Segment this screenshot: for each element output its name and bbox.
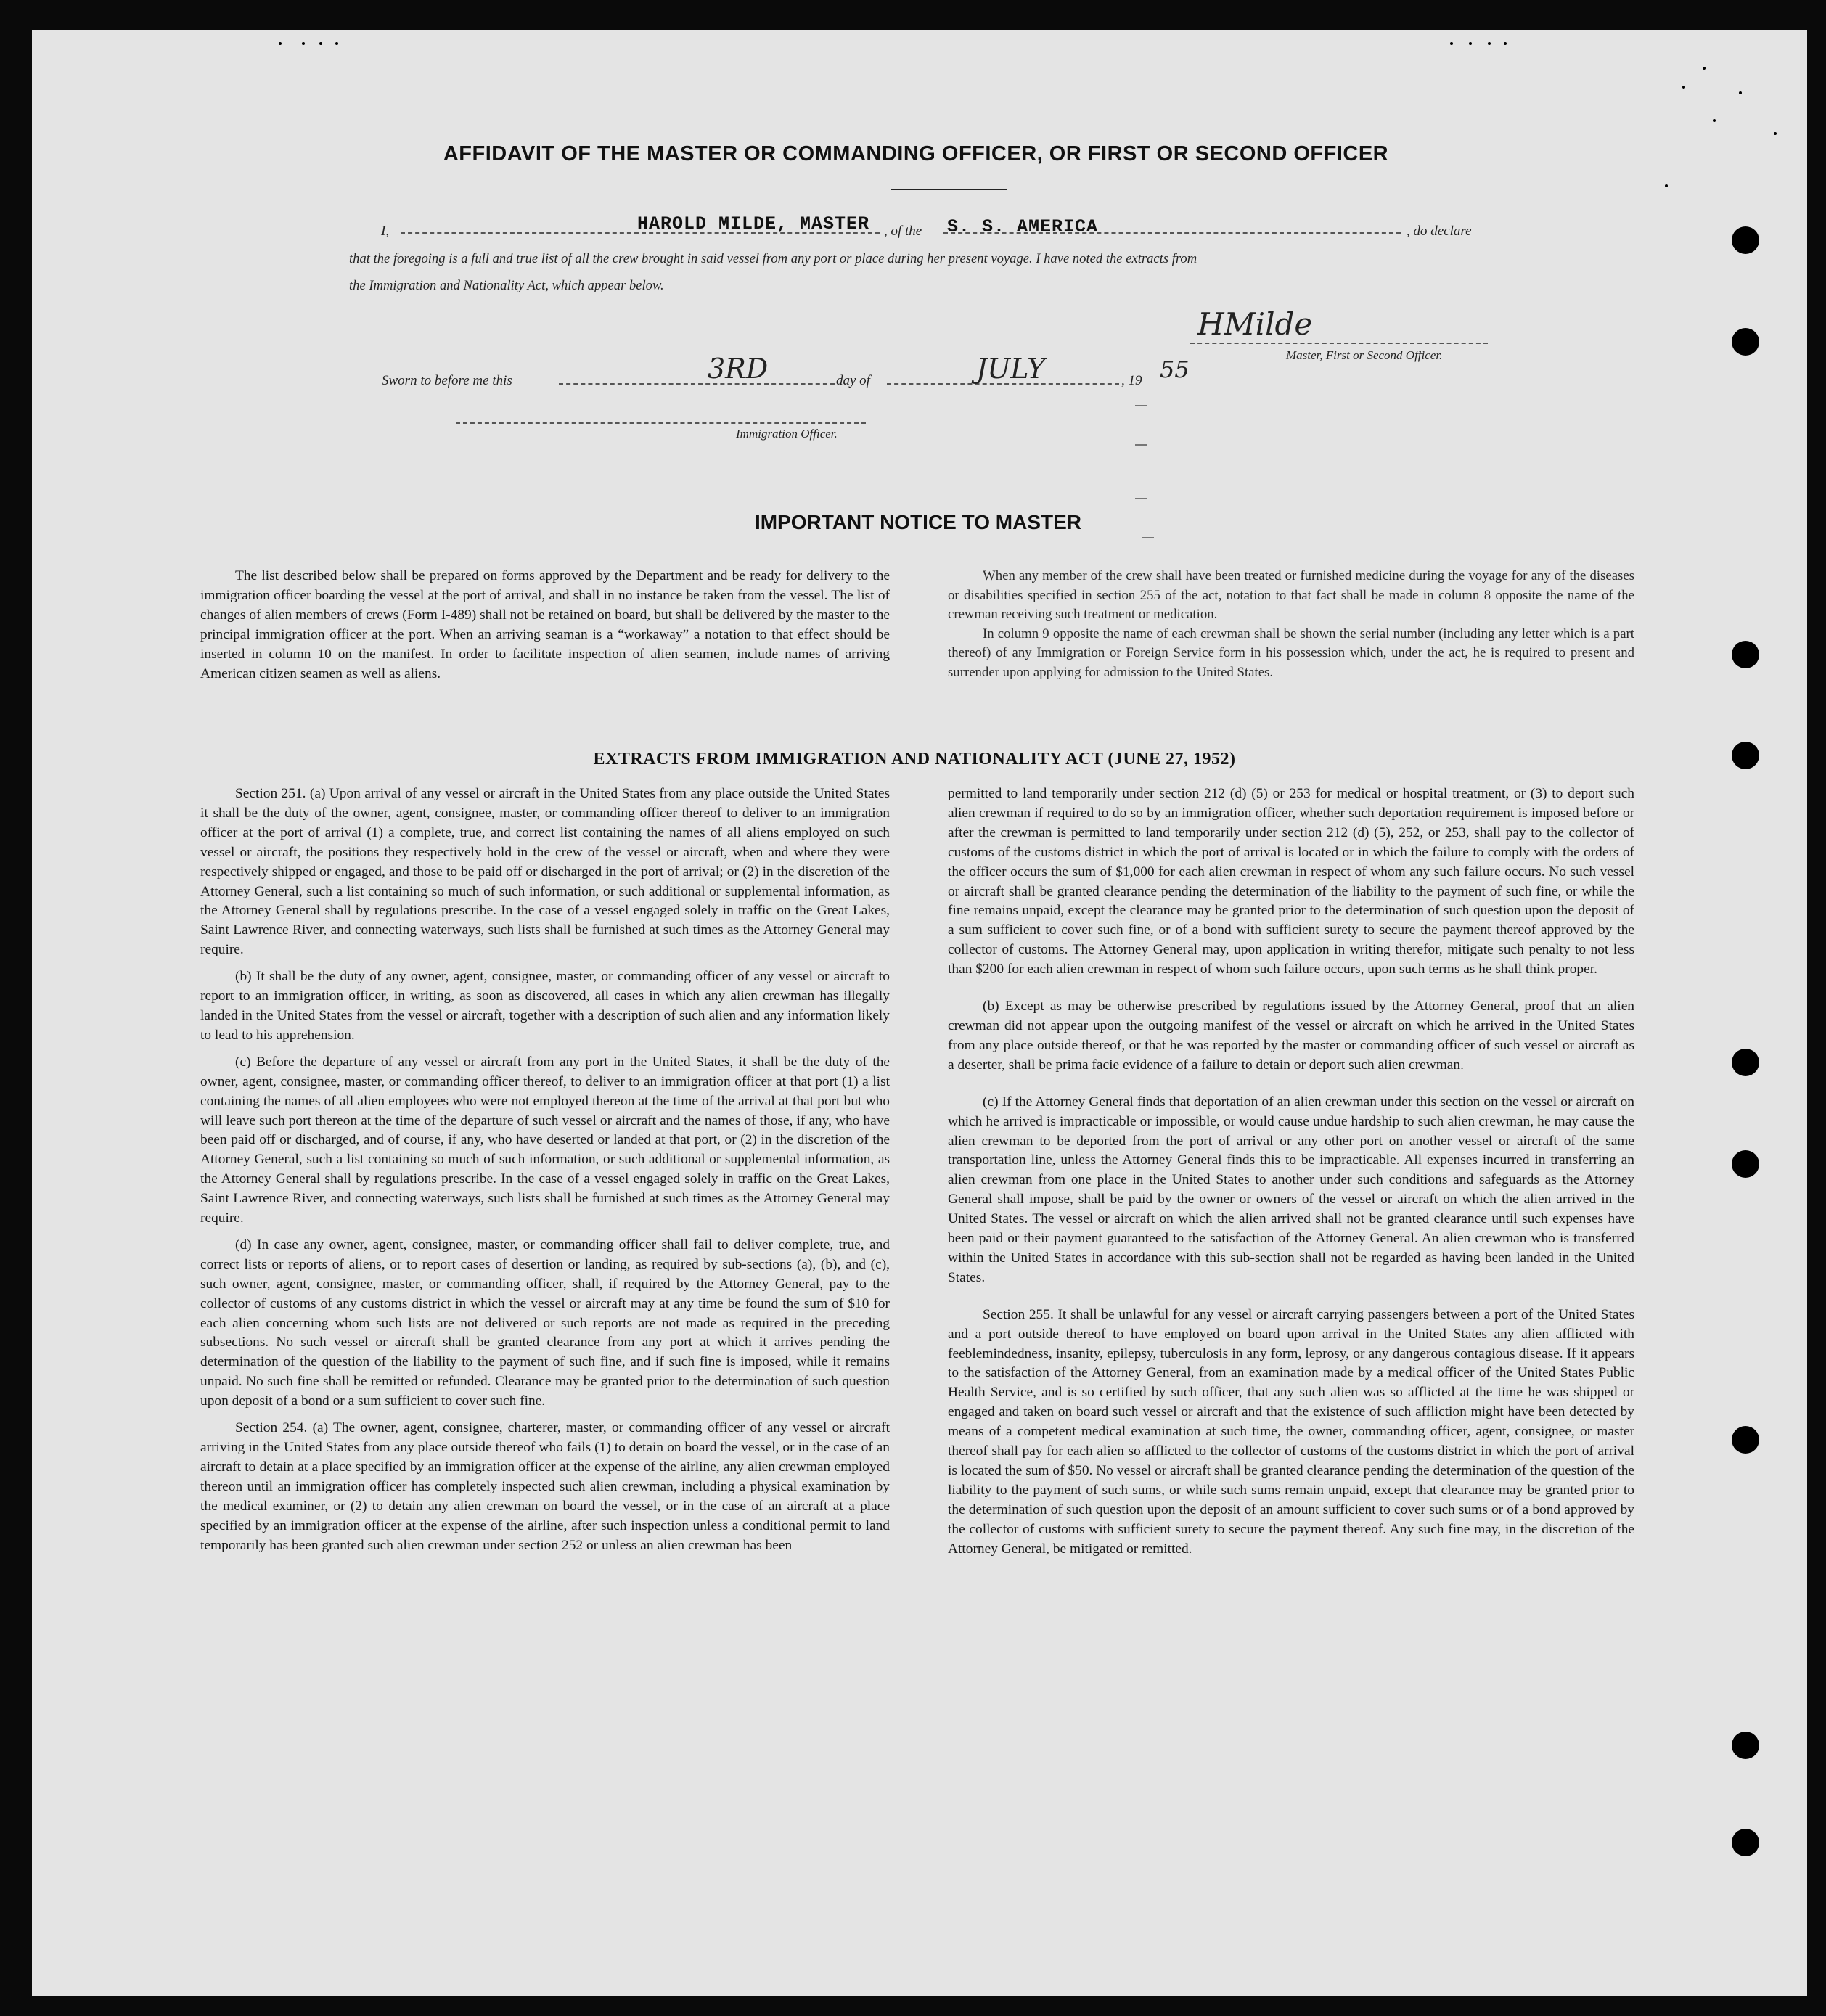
speck [1682, 86, 1685, 89]
vessel-name: S. S. AMERICA [947, 216, 1099, 237]
affidavit-title: AFFIDAVIT OF THE MASTER OR COMMANDING OFFICER, OR FIRST OR SECOND OFFICER [443, 142, 1389, 165]
stray-mark [1135, 444, 1147, 446]
notice-title: IMPORTANT NOTICE TO MASTER [754, 511, 1082, 533]
section-251-d: (d) In case any owner, agent, consignee, master, or commanding officer shall fail to deliver complete, true, and correct lists or reports of aliens, or to report cases of desertion or landing, as required by sub-sections (a), (b), and (c), such owner, agent, consignee, master, or commanding officer, shall, if required by the Attorney General, pay to the collector of customs of any customs district in which the vessel or aircraft may at any time be found the sum of $10 for each alien concerning whom such lists are not delivered or such reports are not made as required in the preceding subsections. No such vessel or aircraft shall be granted clearance from any port at which it arrives pending the determination of the question of the liability to the payment of such fine, and if such fine is imposed, while it remains unpaid. No such fine shall be remitted or refunded. Clearance may be granted prior to the determination of such question upon deposit of a bond or a sum sufficient to cover such fine. [200, 1237, 890, 1409]
punch-hole [1732, 328, 1759, 356]
punch-hole [1732, 1049, 1759, 1076]
master-signature: HMilde [1197, 306, 1313, 342]
year-suffix: 55 [1160, 356, 1190, 383]
speck [1739, 91, 1742, 94]
declaration-line-2: the Immigration and Nationality Act, which appear below. [349, 278, 664, 293]
section-251-c: (c) Before the departure of any vessel or aircraft from any port in the United States, it shall be the duty of the owner, agent, consignee, master, or commanding officer thereof, to deliver to an immigration officer at that port (1) a list containing the names of all alien employees who were not employed thereon at the time of the arrival at that port but who will leave such port thereon at the time of the departure of such vessel or aircraft and the names of those, if any, who have been paid off or discharged, and of course, if any, who have deserted or landed at that port, or (2) in the discretion of the Attorney General, such a list containing so much of such information, or such additional or supplemental information, as the Attorney General shall by regulations prescribe. In the case of a vessel engaged solely in traffic on the Great Lakes, Saint Lawrence River, and connecting waterways, such lists shall be furnished at such times as the Attorney General may require. [200, 1054, 890, 1226]
stray-mark [1135, 405, 1147, 406]
section-254-a-continued: permitted to land temporarily under section 212 (d) (5) or 253 for medical or hospital treatment, or (3) to deport such alien crewman if required to do so by an immigration officer, whether such deportation requirement is imposed before or after the crewman is permitted to land temporarily under section 212 (d) (5), 252, or 253, shall pay to the collector of customs of the customs district in which the port of arrival is located or in which the failure to comply with the orders of the officer occurs the sum of $1,000 for each alien crewman in respect of whom any such failure occurs. No such vessel or aircraft shall be granted clearance pending the determination of the liability to the payment of such fine, or while the fine remains unpaid, except the clearance may be granted prior to the determination of such question upon the deposit of a sum sufficient to cover such fine, or of a bond with sufficient surety to secure the payment thereof approved by the collector of customs. The Attorney General may, upon application in writing therefor, mitigate such penalty to not less than $200 for each alien crewman in respect of whom such failure occurs, upon such terms as he shall think proper. [948, 786, 1634, 978]
punch-hole [1732, 1829, 1759, 1856]
day-fill-line [559, 383, 835, 385]
notice-left-paragraph: The list described below shall be prepared on forms approved by the Department and be ready for delivery to the immigration officer boarding the vessel at the port of arrival, and shall in no instance be taken from the vessel. The list of changes of alien members of crews (Form I-489) shall not be retained on board, but shall be delivered by the master to the principal immigration officer at the port. When an arriving seaman is a “workaway” a notation to that effect should be inserted in column 10 on the manifest. In order to facilitate inspection of alien seamen, include names of arriving American citizen seamen as well as aliens. [200, 568, 890, 681]
punch-hole [1732, 1150, 1759, 1178]
speck [1665, 184, 1668, 187]
speck [279, 42, 282, 45]
stray-mark [1142, 537, 1154, 538]
stray-mark [1135, 498, 1147, 499]
extracts-right-column [948, 784, 1634, 1560]
section-254-a: Section 254. (a) The owner, agent, consignee, charterer, master, or commanding officer of any vessel or aircraft arriving in the United States from any place outside thereof who fails (1) to detain on board the vessel, or in the case of an aircraft to detain at a place specified by an immigration officer at the expense of the airline, any alien crewman employed thereon until an immigration officer has completely inspected such alien crewman, including a physical examination by the medical examiner, or (2) to detain any alien crewman on board the vessel, or in the case of an aircraft at a place specified by an immigration officer at the expense of the airline, after such inspection unless a conditional permit to land temporarily has been granted such alien crewman under section 252 or unless an alien crewman has been [200, 1420, 890, 1553]
speck [335, 42, 338, 45]
declaration-line-1: that the foregoing is a full and true list of all the crew brought in said vessel from any port or place during her present voyage. I have noted the extracts from [349, 251, 1197, 266]
officer-line [456, 422, 866, 424]
section-254-b: (b) Except as may be otherwise prescribed by regulations issued by the Attorney General, proof that an alien crewman did not appear upon the outgoing manifest of the vessel or aircraft on which he arrived in the United States from any place outside thereof, or that he was reported by the master or commanding officer of such vessel or aircraft as a deserter, shall be prima facie evidence of a failure to detain or deport such alien crewman. [948, 999, 1634, 1073]
notice-right-paragraph-1: When any member of the crew shall have been treated or furnished medicine during the voyage for any of the diseases or disabilities specified in section 255 of the act, notation to that fact shall be made in column 8 opposite the name of the crewman receiving such treatment or medication. [948, 568, 1634, 623]
speck [1713, 119, 1716, 122]
officer-caption: Immigration Officer. [736, 427, 838, 441]
signature-line [1190, 343, 1488, 344]
speck [302, 42, 305, 45]
day-of-label: day of [836, 373, 870, 388]
punch-hole [1732, 641, 1759, 668]
punch-hole [1732, 1732, 1759, 1759]
notice-right-column [948, 567, 1634, 683]
sworn-day: 3RD [708, 353, 769, 385]
title-underline [891, 189, 1007, 190]
sworn-label: Sworn to before me this [382, 373, 512, 388]
master-name: HAROLD MILDE, MASTER [637, 213, 870, 234]
speck [319, 42, 322, 45]
section-251-b: (b) It shall be the duty of any owner, agent, consignee, master, or commanding officer of any vessel or aircraft to report to an immigration officer, in writing, as soon as discovered, all cases in which any alien crewman has illegally landed in the United States from the vessel or aircraft, together with a description of such alien and any information likely to lead to his apprehension. [200, 969, 890, 1043]
section-254-c: (c) If the Attorney General finds that deportation of an alien crewman under this section on the vessel or aircraft on which he arrived is impracticable or impossible, or would cause undue hardship to such alien crewman, he may cause the alien crewman to be deported from the port of arrival or any other port on another vessel or aircraft of the same transportation line, unless the Attorney General finds this to be impracticable. All expenses incurred in transferring an alien crewman from one place in the United States to another under such conditions and safeguards as the Attorney General shall impose, shall be paid by the owner or owners of the vessel or aircraft on which the alien arrived in the United States. The vessel or aircraft on which the alien arrived shall not be granted clearance until such expenses have been paid or their payment guaranteed to the satisfaction of the Attorney General. An alien crewman who is transferred within the United States in accordance with this sub-section shall not be regarded as having been landed in the United States. [948, 1094, 1634, 1285]
of-the-label: , of the [884, 224, 922, 239]
speck [1450, 42, 1453, 45]
section-251-a: Section 251. (a) Upon arrival of any vessel or aircraft in the United States from any place outside the United States it shall be the duty of the owner, agent, consignee, master, or commanding officer thereof to deliver to an immigration officer at the port of arrival (1) a complete, true, and correct list containing the names of all aliens employed on such vessel or aircraft, the positions they respectively hold in the crew of the vessel or aircraft, when and where they were respectively shipped or engaged, and those to be paid off or discharged in the port of arrival; or (2) in the discretion of the Attorney General, such a list containing so much of such information, or such additional or supplemental information, as the Attorney General shall by regulations prescribe. In the case of a vessel engaged solely in traffic on the Great Lakes, Saint Lawrence River, and connecting waterways, such lists shall be furnished at such times as the Attorney General may require. [200, 786, 890, 958]
notice-left-column [200, 567, 890, 684]
speck [1469, 42, 1472, 45]
punch-hole [1732, 226, 1759, 254]
extracts-left-column [200, 784, 890, 1555]
extracts-title: EXTRACTS FROM IMMIGRATION AND NATIONALITY ACT (JUNE 27, 1952) [593, 750, 1236, 769]
do-declare-label: , do declare [1407, 224, 1472, 239]
punch-hole [1732, 1426, 1759, 1454]
sworn-month: JULY [976, 353, 1046, 385]
punch-hole [1732, 742, 1759, 769]
signature-caption: Master, First or Second Officer. [1286, 348, 1443, 362]
speck [1703, 67, 1706, 70]
i-label: I, [381, 224, 390, 239]
section-255: Section 255. It shall be unlawful for any vessel or aircraft carrying passengers between a port of the United States and a port outside thereof to have employed on board upon arrival in the United States any alien afflicted with feeblemindedness, insanity, epilepsy, tuberculosis in any form, leprosy, or any dangerous contagious disease. If it appears to the satisfaction of the Attorney General, from an examination made by a medical officer of the United States Public Health Service, and is so certified by such officer, that any such alien was so afflicted at the time he was shipped or engaged and taken on board such vessel or aircraft and that the existence of such affliction might have been detected by means of a competent medical examination at such time, the owner, commanding officer, agent, consignee, or master thereof shall pay for each alien so afflicted to the collector of customs of the customs district in which the port of arrival is located the sum of $50. No vessel or aircraft shall be granted clearance pending the determination of the question of the liability to the payment of such sums, or while such sums remain unpaid, except that clearance may be granted prior to the determination of such question upon the deposit of an amount sufficient to cover such sums or of a bond approved by the collector of customs with sufficient surety to secure the payment thereof. Any such fine may, in the discretion of the Attorney General, be mitigated or remitted. [948, 1306, 1634, 1557]
speck [1504, 42, 1507, 45]
year-prefix: , 19 [1121, 373, 1142, 388]
speck [1488, 42, 1491, 45]
speck [1774, 132, 1777, 135]
notice-right-paragraph-2: In column 9 opposite the name of each crewman shall be shown the serial number (including any letter which is a part thereof) of any Immigration or Foreign Service form in his possession which, under the act, he is required to present and surrender upon applying for admission to the United States. [948, 626, 1634, 680]
